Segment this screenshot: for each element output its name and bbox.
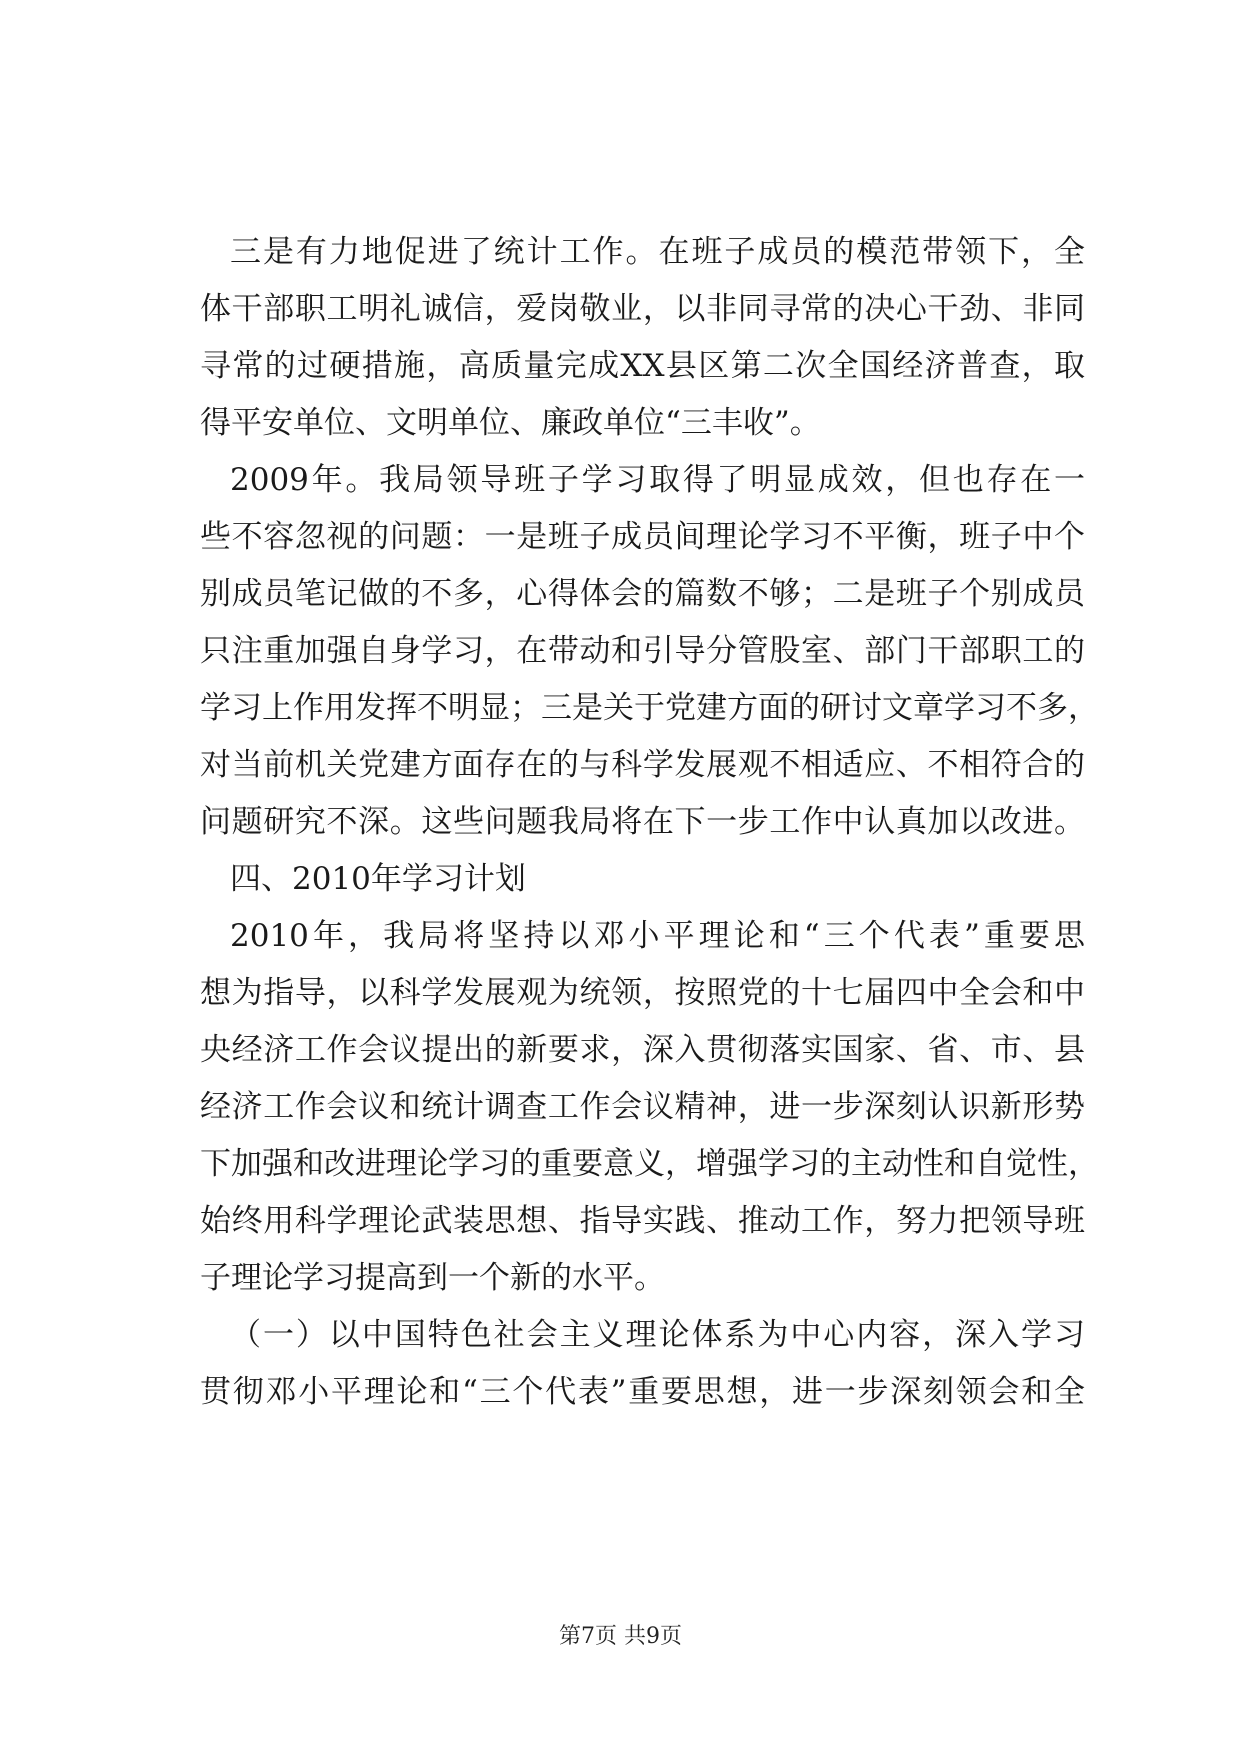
text-line: 贯彻邓小平理论和“三个代表”重要思想，进一步深刻领会和全 <box>200 1374 1085 1410</box>
page-number-footer: 第7页 共9页 <box>559 1624 682 1649</box>
text-line: 想为指导，以科学发展观为统领，按照党的十七届四中全会和中 <box>200 975 1085 1011</box>
text-line: 问题研究不深。这些问题我局将在下一步工作中认真加以改进。 <box>200 804 1085 840</box>
text-line: 得平安单位、文明单位、廉政单位“三丰收”。 <box>200 405 821 441</box>
text-line: 2009年。我局领导班子学习取得了明显成效，但也存在一 <box>230 462 1085 498</box>
text-line: 央经济工作会议提出的新要求，深入贯彻落实国家、省、市、县 <box>200 1032 1085 1068</box>
text-line: 体干部职工明礼诚信，爱岗敬业，以非同寻常的决心干劲、非同 <box>200 291 1085 327</box>
text-line: 2010年，我局将坚持以邓小平理论和“三个代表”重要思 <box>230 918 1085 954</box>
text-line: 寻常的过硬措施，高质量完成XX县区第二次全国经济普查，取 <box>200 348 1085 384</box>
text-line: 始终用科学理论武装思想、指导实践、推动工作，努力把领导班 <box>200 1203 1085 1239</box>
text-line: （一）以中国特色社会主义理论体系为中心内容，深入学习 <box>230 1317 1085 1353</box>
text-line: 别成员笔记做的不多，心得体会的篇数不够；二是班子个别成员 <box>200 576 1085 612</box>
text-line: 学习上作用发挥不明显；三是关于党建方面的研讨文章学习不多， <box>200 690 1099 726</box>
section-heading: 四、2010年学习计划 <box>230 861 526 897</box>
text-line: 对当前机关党建方面存在的与科学发展观不相适应、不相符合的 <box>200 747 1085 783</box>
text-line: 只注重加强自身学习，在带动和引导分管股室、部门干部职工的 <box>200 633 1085 669</box>
text-line: 经济工作会议和统计调查工作会议精神，进一步深刻认识新形势 <box>200 1089 1085 1125</box>
text-line: 些不容忽视的问题：一是班子成员间理论学习不平衡，班子中个 <box>200 519 1085 555</box>
text-line: 下加强和改进理论学习的重要意义，增强学习的主动性和自觉性， <box>200 1146 1099 1182</box>
text-line: 三是有力地促进了统计工作。在班子成员的模范带领下，全 <box>230 234 1085 270</box>
text-line: 子理论学习提高到一个新的水平。 <box>200 1260 665 1296</box>
